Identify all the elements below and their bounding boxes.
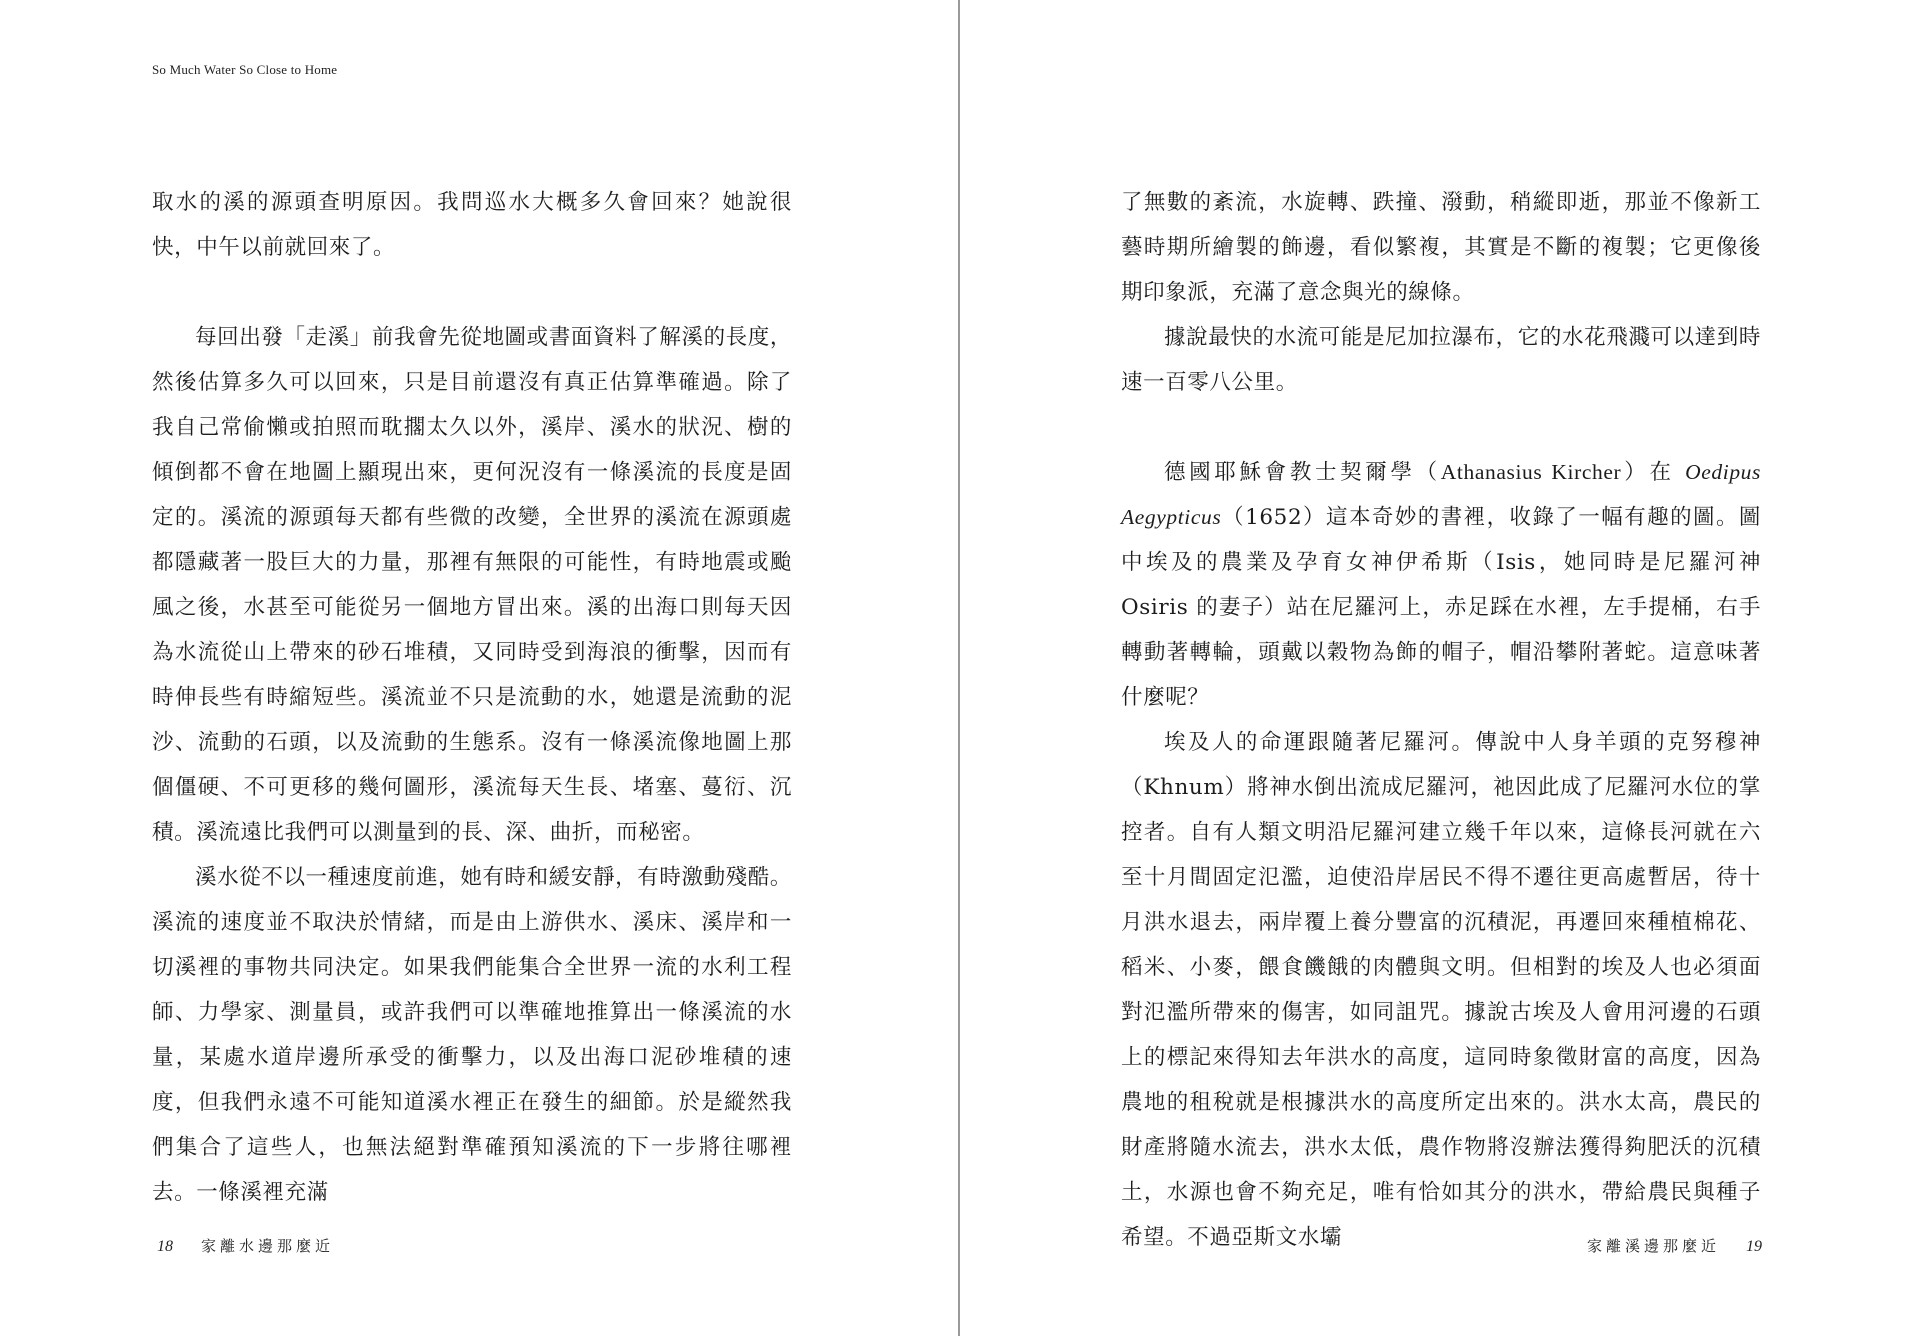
running-head: So Much Water So Close to Home xyxy=(152,62,338,77)
paragraph-gap xyxy=(1121,405,1761,450)
book-title-footer: 家離水邊那麼近 xyxy=(201,1237,335,1255)
book-title-italic: Oedipus Aegypticus xyxy=(1121,460,1761,529)
page-number: 18 xyxy=(157,1238,173,1255)
right-page xyxy=(961,0,1912,1336)
paragraph: 埃及人的命運跟隨著尼羅河。傳說中人身羊頭的克努穆神（Khnum）將神水倒出流成尼羅河，祂因此成了尼羅河水位的掌控者。自有人類文明沿尼羅河建立幾千年以來，這條長河就在六至十月間固定氾濫，迫使沿岸居民不得不遷往更高處暫居，待十月洪水退去，兩岸覆上養分豐富的沉積泥，再遷回來種植棉花、稻米、小麥，餵食饑餓的肉體與文明。但相對的埃及人也必須面對氾濫所帶來的傷害，如同詛咒。據說古埃及人會用河邊的石頭上的標記來得知去年洪水的高度，這同時象徵財富的高度，因為農地的租稅就是根據洪水的高度所定出來的。洪水太高，農民的財產將隨水流去，洪水太低，農作物將沒辦法獲得夠肥沃的沉積土，水源也會不夠充足，唯有恰如其分的洪水，帶給農民與種子希望。不過亞斯文水壩 xyxy=(1121,730,1761,1250)
left-folio xyxy=(157,1235,334,1256)
paragraph: 每回出發「走溪」前我會先從地圖或書面資料了解溪的長度，然後估算多久可以回來，只是目前還沒有真正估算準確過。除了我自己常偷懶或拍照而耽擱太久以外，溪岸、溪水的狀況、樹的傾倒都不會在地圖上顯現出來，更何況沒有一條溪流的長度是固定的。溪流的源頭每天都有些微的改變，全世界的溪流在源頭處都隱藏著一股巨大的力量，那裡有無限的可能性，有時地震或颱風之後，水甚至可能從另一個地方冒出來。溪的出海口則每天因為水流從山上帶來的砂石堆積，又同時受到海浪的衝擊，因而有時伸長些有時縮短些。溪流並不只是流動的水，她還是流動的泥沙、流動的石頭，以及流動的生態系。沒有一條溪流像地圖上那個僵硬、不可更移的幾何圖形，溪流每天生長、堵塞、蔓衍、沉積。溪流遠比我們可以測量到的長、深、曲折，而秘密。 xyxy=(152,325,792,845)
left-body-text xyxy=(152,180,792,1215)
paragraph: 取水的溪的源頭查明原因。我問巡水大概多久會回來？她說很快，中午以前就回來了。 xyxy=(152,190,792,260)
right-folio xyxy=(1587,1235,1762,1256)
text-run: 德國耶穌會教士契爾學（ xyxy=(1164,460,1441,485)
paragraph: 溪水從不以一種速度前進，她有時和緩安靜，有時激動殘酷。溪流的速度並不取決於情緒，而是由上游供水、溪床、溪岸和一切溪裡的事物共同決定。如果我們能集合全世界一流的水利工程師、力學家、測量員，或許我們可以準確地推算出一條溪流的水量，某處水道岸邊所承受的衝擊力，以及出海口泥砂堆積的速度，但我們永遠不可能知道溪水裡正在發生的細節。於是縱然我們集合了這些人，也無法絕對準確預知溪流的下一步將往哪裡去。一條溪裡充滿 xyxy=(152,865,792,1205)
right-body-text xyxy=(1121,180,1761,1260)
paragraph-gap xyxy=(152,270,792,315)
paragraph: 了無數的紊流，水旋轉、跌撞、潑動，稍縱即逝，那並不像新工藝時期所繪製的飾邊，看似繁複，其實是不斷的複製；它更像後期印象派，充滿了意念與光的線條。 xyxy=(1121,190,1761,305)
paragraph xyxy=(1121,450,1761,720)
book-title-footer: 家離溪邊那麼近 xyxy=(1586,1237,1720,1255)
page-number: 19 xyxy=(1746,1238,1762,1255)
text-run: （1652）這本奇妙的書裡，收錄了一幅有趣的圖。圖中埃及的農業及孕育女神伊希斯（Isis，她同時是尼羅河神 Osiris 的妻子）站在尼羅河上，赤足踩在水裡，左手提桶，右手轉動著轉輪，頭戴以穀物為飾的帽子，帽沿攀附著蛇。這意味著什麼呢？ xyxy=(1121,505,1761,710)
text-run: ）在 xyxy=(1621,460,1675,485)
paragraph: 據說最快的水流可能是尼加拉瀑布，它的水花飛濺可以達到時速一百零八公里。 xyxy=(1121,325,1761,395)
author-name: Athanasius Kircher xyxy=(1440,460,1622,484)
page-gutter-divider xyxy=(958,0,960,1336)
